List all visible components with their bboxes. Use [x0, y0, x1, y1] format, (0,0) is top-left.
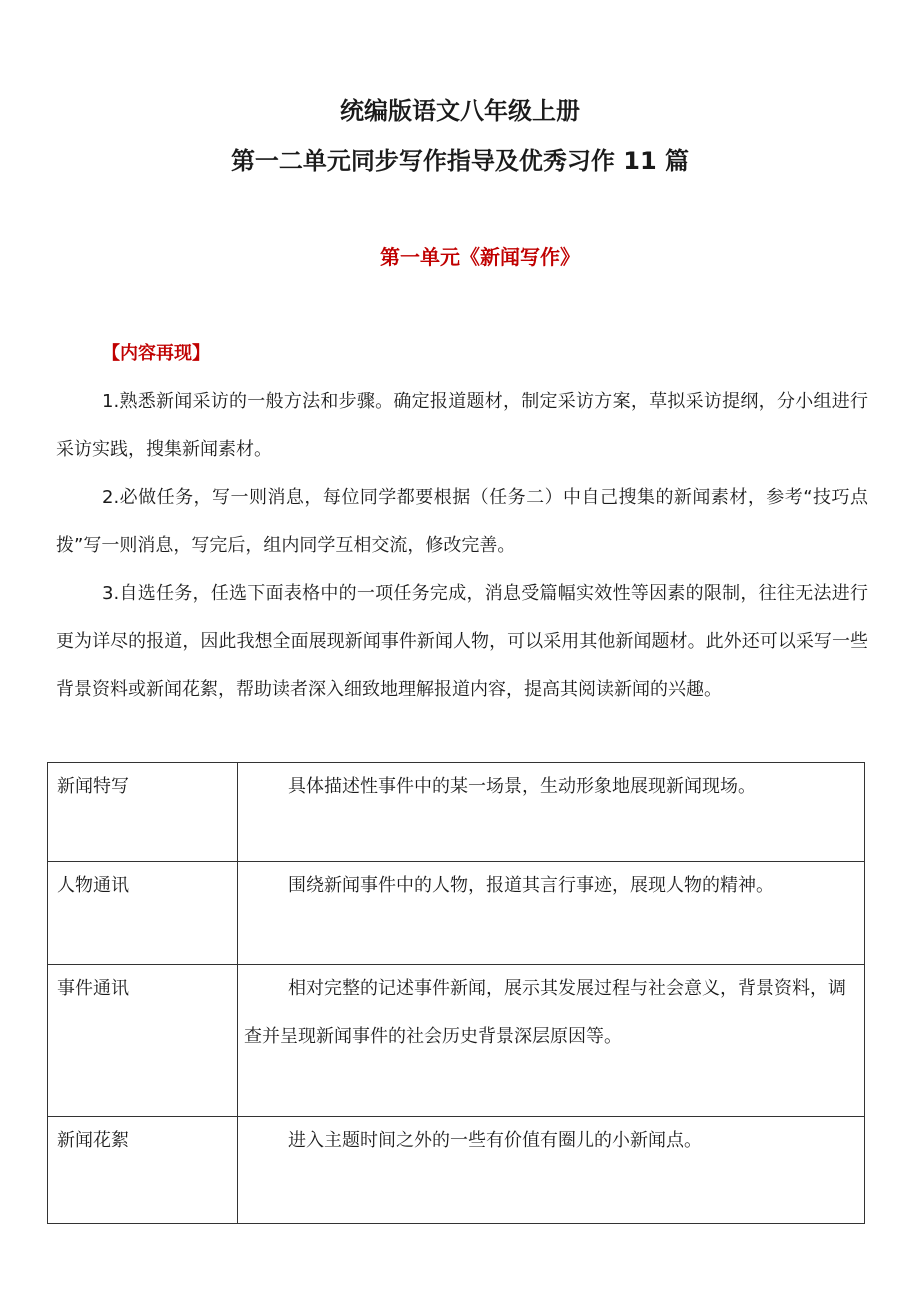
paragraph-3: 3.自选任务，任选下面表格中的一项任务完成，消息受篇幅实效性等因素的限制，往往无法进行更为详尽的报道，因此我想全面展现新闻事件新闻人物，可以采用其他新闻题材。此外还可以采写一些背景资料或新闻花絮，帮助读者深入细致地理解报道内容，提高其阅读新闻的兴趣。	[56, 583, 868, 700]
table-row	[48, 763, 865, 862]
document-title-line-1: 统编版语文八年级上册	[340, 97, 580, 125]
task-description-cell: 相对完整的记述事件新闻，展示其发展过程与社会意义，背景资料，调查并呈现新闻事件的社会历史背景深层原因等。	[238, 965, 865, 1117]
task-name-cell: 新闻特写	[48, 763, 238, 862]
task-table	[47, 762, 865, 1224]
document-title-line-2: 第一二单元同步写作指导及优秀习作 11 篇	[230, 147, 690, 175]
task-name-cell: 事件通讯	[48, 965, 238, 1117]
section-heading: 【内容再现】	[102, 343, 210, 364]
task-description-cell: 围绕新闻事件中的人物，报道其言行事迹，展现人物的精神。	[238, 862, 865, 965]
task-name-cell: 人物通讯	[48, 862, 238, 965]
table-row	[48, 1117, 865, 1224]
table-row	[48, 862, 865, 965]
paragraph-1: 1.熟悉新闻采访的一般方法和步骤。确定报道题材，制定采访方案，草拟采访提纲，分小组进行采访实践，搜集新闻素材。	[56, 391, 868, 460]
table-row	[48, 965, 865, 1117]
unit-heading: 第一单元《新闻写作》	[380, 245, 580, 269]
task-description-cell: 进入主题时间之外的一些有价值有圈儿的小新闻点。	[238, 1117, 865, 1224]
task-name-cell: 新闻花絮	[48, 1117, 238, 1224]
task-description-cell: 具体描述性事件中的某一场景，生动形象地展现新闻现场。	[238, 763, 865, 862]
paragraph-2: 2.必做任务，写一则消息，每位同学都要根据（任务二）中自己搜集的新闻素材，参考“技巧点拨”写一则消息，写完后，组内同学互相交流，修改完善。	[56, 487, 868, 556]
